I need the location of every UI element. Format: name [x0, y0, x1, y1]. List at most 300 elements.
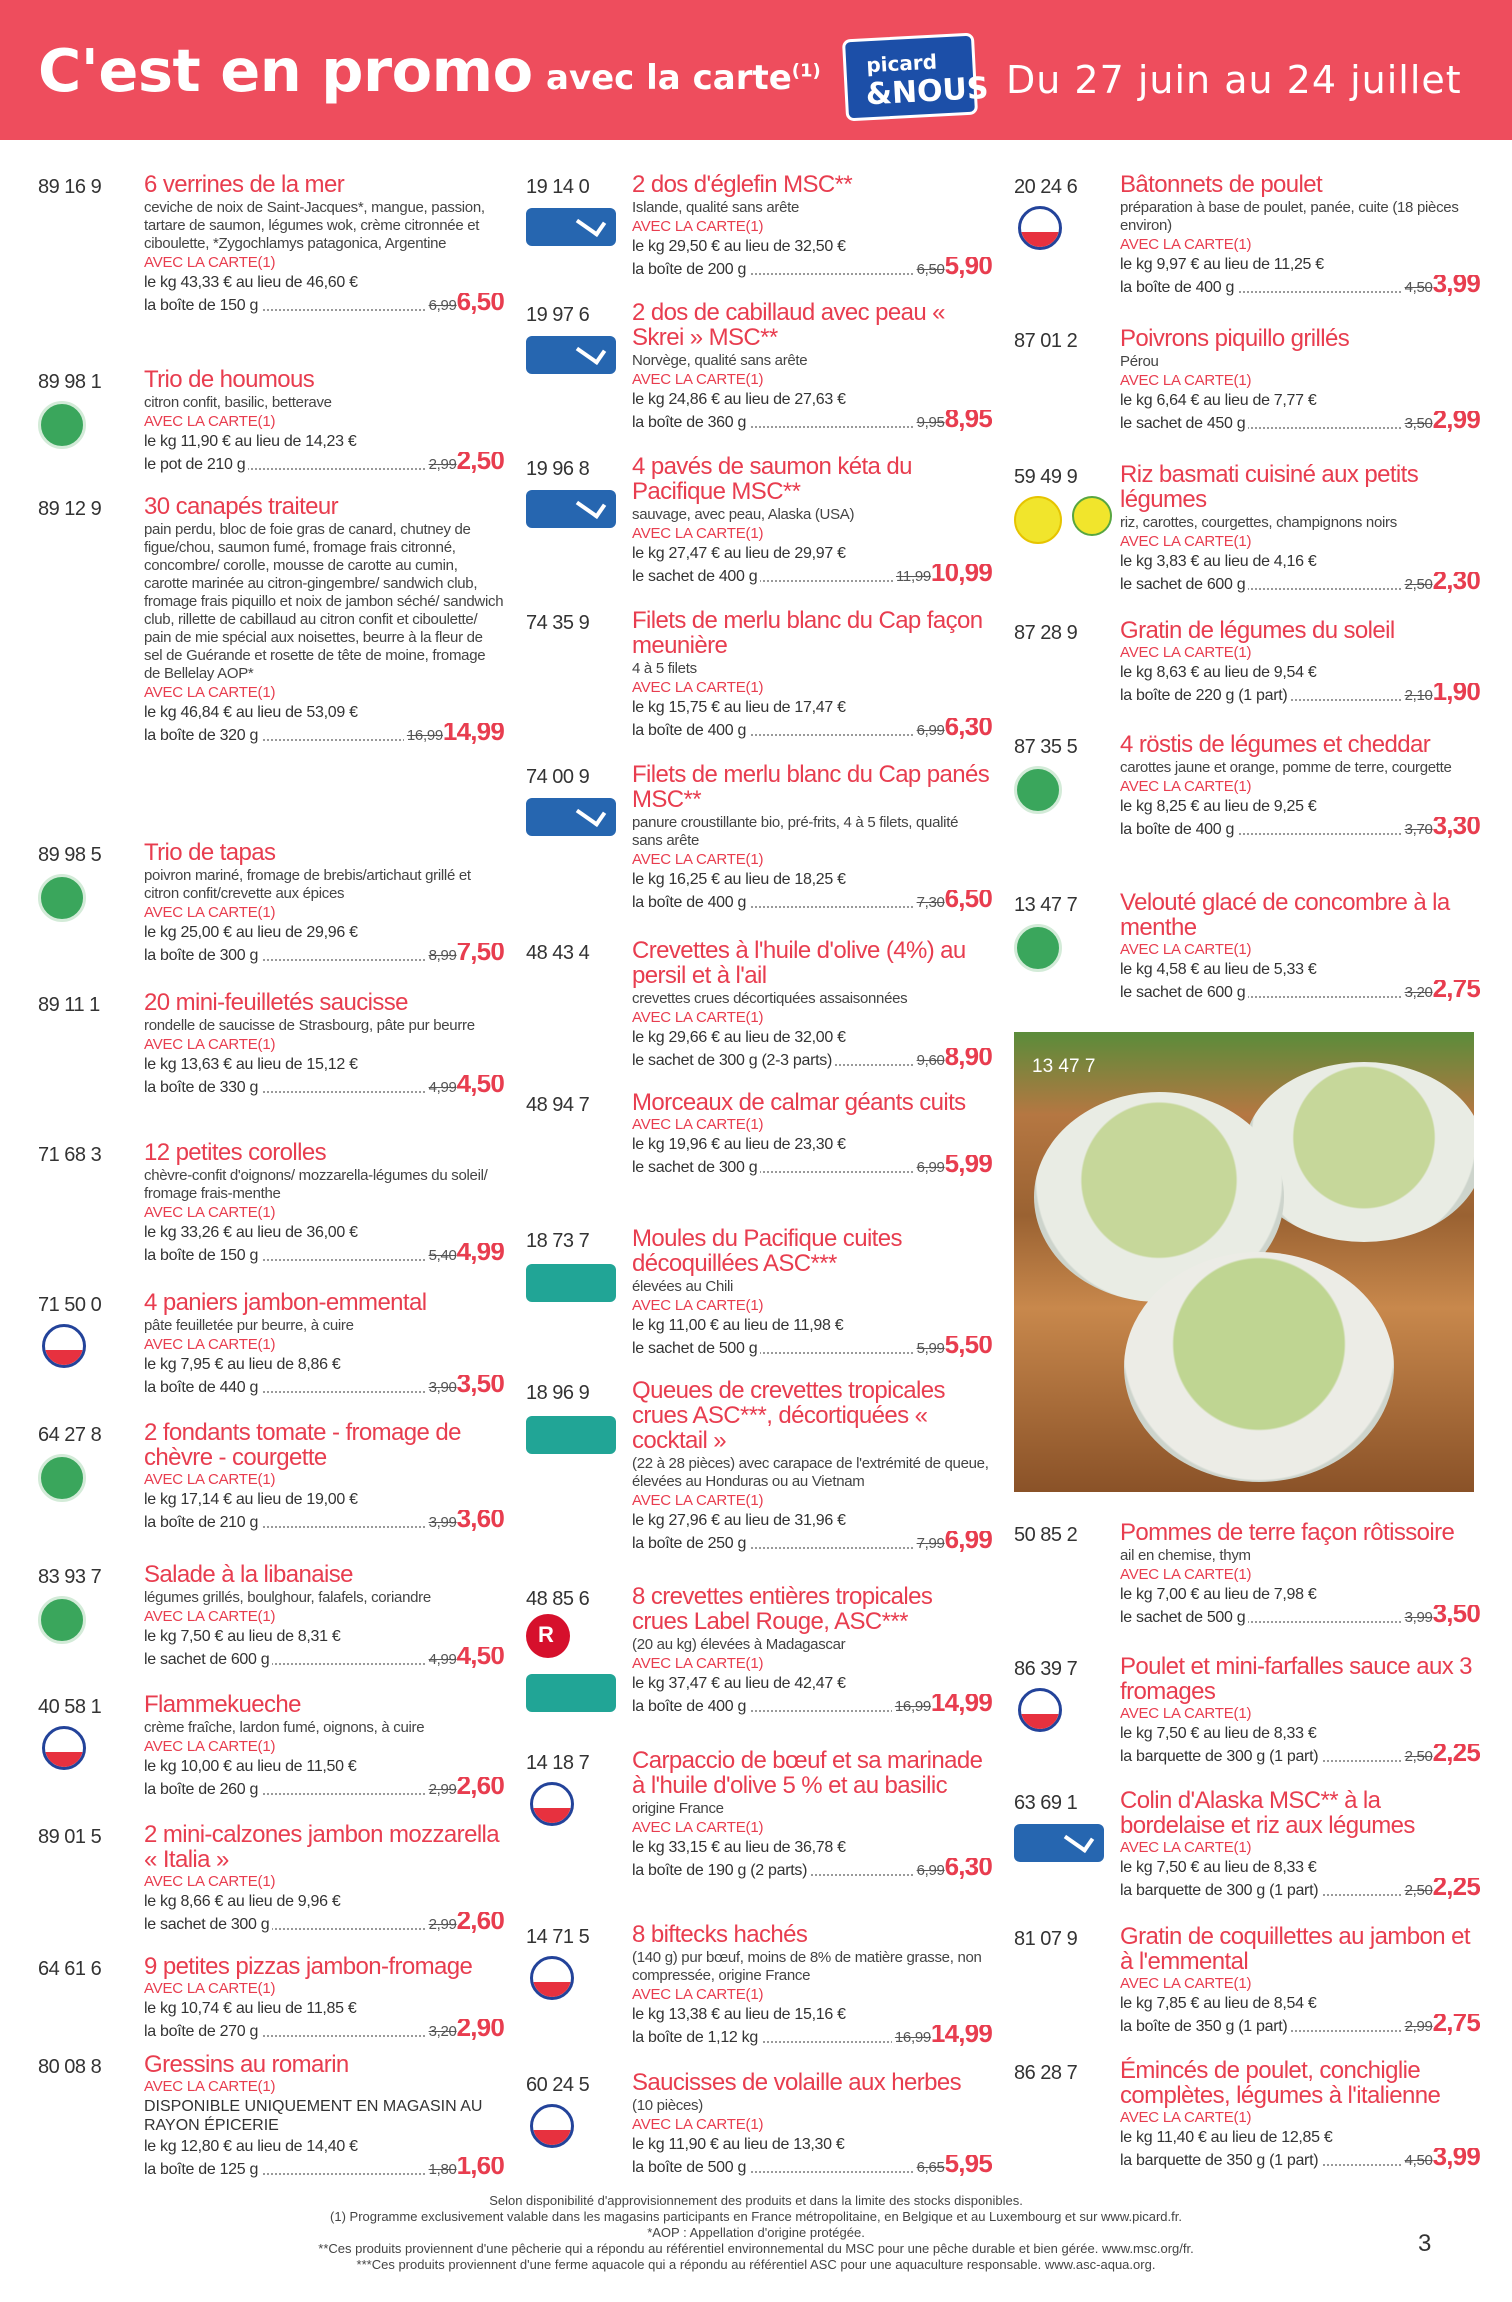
old-price: 9,60	[916, 1052, 945, 1069]
card-offer-label: AVEC LA CARTE(1)	[144, 1980, 276, 1997]
old-price: 9,95	[916, 414, 945, 431]
price-row	[1120, 683, 1480, 707]
price-row	[144, 1647, 504, 1671]
product-code: 87 28 9	[1014, 622, 1078, 644]
product-description: crevettes crues décortiquées assaisonnées	[632, 990, 908, 1007]
promo-price: 5,90	[944, 257, 992, 280]
price-per-kg: le kg 10,74 € au lieu de 11,85 €	[144, 2000, 357, 2017]
msc-label-icon	[526, 490, 616, 528]
footer-line: ***Ces produits proviennent d'une ferme aquacole qui a répondu au référentiel ASC pour une aquaculture responsable. www.asc-aqua.org.	[356, 2257, 1156, 2272]
product-details	[144, 840, 504, 967]
product-details	[144, 1140, 504, 1267]
promo-price: 6,30	[944, 718, 992, 741]
price-block	[1402, 2148, 1480, 2172]
promo-price: 2,75	[1432, 2014, 1480, 2037]
product-name: Carpaccio de bœuf et sa marinade à l'huile d'olive 5 % et au basilic	[632, 1747, 983, 1799]
promo-price: 3,60	[456, 1510, 504, 1533]
asc-label-icon	[526, 1264, 616, 1302]
card-offer-label: AVEC LA CARTE(1)	[632, 851, 764, 868]
price-block	[914, 1531, 992, 1555]
promo-price: 3,99	[1432, 2148, 1480, 2171]
product-description: légumes grillés, boulghour, falafels, coriandre	[144, 1589, 431, 1606]
old-price: 3,99	[1404, 1609, 1433, 1626]
product-details	[632, 1378, 992, 1555]
promo-price: 7,50	[456, 943, 504, 966]
product-details	[1120, 326, 1480, 435]
card-offer-label: AVEC LA CARTE(1)	[632, 1655, 764, 1672]
product-details	[632, 172, 992, 281]
pack-size: la boîte de 150 g	[144, 297, 261, 315]
product-name: Crevettes à l'huile d'olive (4%) au persil et à l'ail	[632, 937, 966, 989]
card-offer-label: AVEC LA CARTE(1)	[632, 1297, 764, 1314]
price-row	[144, 943, 504, 967]
product-code: 71 50 0	[38, 1294, 102, 1316]
pack-size: la barquette de 300 g (1 part)	[1120, 1882, 1321, 1900]
asc-label-icon	[526, 1674, 616, 1712]
price-block	[426, 1375, 504, 1399]
old-price: 6,99	[916, 722, 945, 739]
product-code: 89 98 5	[38, 844, 102, 866]
photo-product-code: 13 47 7	[1032, 1056, 1096, 1077]
product-description: citron confit, basilic, betterave	[144, 394, 332, 411]
old-price: 2,10	[1404, 687, 1433, 704]
footer-line: *AOP : Appellation d'origine protégée.	[647, 2225, 865, 2240]
price-per-kg: le kg 3,83 € au lieu de 4,16 €	[1120, 553, 1317, 570]
old-price: 3,70	[1404, 821, 1433, 838]
product-details	[1120, 1924, 1480, 2038]
product-description: sauvage, avec peau, Alaska (USA)	[632, 506, 855, 523]
old-price: 6,99	[916, 1862, 945, 1879]
price-per-kg: le kg 11,90 € au lieu de 13,30 €	[632, 2136, 845, 2153]
old-price: 2,99	[1404, 2018, 1433, 2035]
pack-size: la boîte de 150 g	[144, 1247, 261, 1265]
price-per-kg: le kg 8,66 € au lieu de 9,96 €	[144, 1893, 341, 1910]
price-per-kg: le kg 7,50 € au lieu de 8,31 €	[144, 1628, 341, 1645]
price-per-kg: le kg 37,47 € au lieu de 42,47 €	[632, 1675, 846, 1692]
price-row	[1120, 411, 1480, 435]
price-block	[1402, 683, 1480, 707]
card-offer-label: AVEC LA CARTE(1)	[1120, 644, 1252, 661]
product-details	[1120, 618, 1480, 707]
product-description: préparation à base de poulet, panée, cuite (18 pièces environ)	[1120, 199, 1459, 234]
pack-size: la boîte de 200 g	[632, 261, 749, 279]
product-details	[632, 1226, 992, 1360]
msc-label-icon	[526, 798, 616, 836]
price-row	[1120, 980, 1480, 1004]
price-block	[914, 1858, 992, 1882]
price-per-kg: le kg 43,33 € au lieu de 46,60 €	[144, 274, 358, 291]
price-row	[1120, 1744, 1480, 1768]
product-code: 89 11 1	[38, 994, 100, 1016]
product-description: Norvège, qualité sans arête	[632, 352, 808, 369]
product-details	[632, 1090, 992, 1179]
product-name: Filets de merlu blanc du Cap façon meunière	[632, 607, 983, 659]
price-row	[632, 1694, 992, 1718]
product-details	[632, 454, 992, 588]
product-name: 4 röstis de légumes et cheddar	[1120, 731, 1431, 758]
msc-label-icon	[1014, 1824, 1104, 1862]
product-name: Flammekueche	[144, 1691, 301, 1718]
price-block	[1402, 1744, 1480, 1768]
price-row	[1120, 572, 1480, 596]
vegetarian-icon	[1014, 766, 1062, 814]
price-per-kg: le kg 11,00 € au lieu de 11,98 €	[632, 1317, 844, 1334]
product-name: Trio de tapas	[144, 839, 276, 866]
product-details	[144, 2052, 504, 2181]
veloute-photo	[1014, 1032, 1474, 1492]
price-per-kg: le kg 7,95 € au lieu de 8,86 €	[144, 1356, 341, 1373]
pack-size: la boîte de 400 g	[632, 894, 749, 912]
price-row	[1120, 817, 1480, 841]
product-name: Émincés de poulet, conchiglie complètes, légumes à l'italienne	[1120, 2057, 1441, 2109]
product-code: 18 96 9	[526, 1382, 590, 1404]
promo-price: 3,30	[1432, 817, 1480, 840]
card-offer-label: AVEC LA CARTE(1)	[632, 218, 764, 235]
card-offer-label: AVEC LA CARTE(1)	[1120, 1566, 1252, 1583]
old-price: 3,50	[1404, 415, 1433, 432]
header-subtitle-note: (1)	[791, 60, 821, 82]
price-block	[426, 1510, 504, 1534]
price-block	[1402, 817, 1480, 841]
product-details	[1120, 462, 1480, 596]
product-code: 64 27 8	[38, 1424, 102, 1446]
pack-size: la boîte de 400 g	[1120, 821, 1237, 839]
card-offer-label: AVEC LA CARTE(1)	[144, 904, 276, 921]
product-name: Colin d'Alaska MSC** à la bordelaise et riz aux légumes	[1120, 1787, 1415, 1839]
origine-france-icon	[530, 2104, 574, 2148]
price-row	[1120, 1878, 1480, 1902]
price-row	[632, 564, 992, 588]
price-per-kg: le kg 10,00 € au lieu de 11,50 €	[144, 1758, 357, 1775]
price-per-kg: le kg 29,50 € au lieu de 32,50 €	[632, 238, 846, 255]
price-block	[426, 293, 504, 317]
product-details	[1120, 732, 1480, 841]
card-offer-label: AVEC LA CARTE(1)	[144, 1204, 276, 1221]
price-block	[914, 257, 992, 281]
label-rouge-icon	[526, 1614, 570, 1658]
price-row	[1120, 1605, 1480, 1629]
product-code: 63 69 1	[1014, 1792, 1078, 1814]
price-per-kg: le kg 25,00 € au lieu de 29,96 €	[144, 924, 358, 941]
product-name: 6 verrines de la mer	[144, 171, 345, 198]
old-price: 16,99	[894, 2029, 931, 2046]
old-price: 2,50	[1404, 1748, 1433, 1765]
old-price: 5,40	[428, 1247, 457, 1264]
promo-price: 8,90	[944, 1048, 992, 1071]
vegetarian-icon	[1014, 924, 1062, 972]
origine-france-icon	[530, 1782, 574, 1826]
product-code: 74 00 9	[526, 766, 590, 788]
promo-price: 14,99	[442, 723, 504, 746]
pack-size: la barquette de 350 g (1 part)	[1120, 2152, 1321, 2170]
price-block	[404, 723, 504, 747]
pack-size: la boîte de 330 g	[144, 1079, 261, 1097]
soup-bowl-front	[1124, 1252, 1394, 1482]
price-per-kg: le kg 29,66 € au lieu de 32,00 €	[632, 1029, 846, 1046]
price-block	[1402, 275, 1480, 299]
product-code: 14 71 5	[526, 1926, 590, 1948]
header-title: C'est en promo	[38, 36, 533, 105]
product-details	[144, 367, 504, 476]
product-code: 19 14 0	[526, 176, 590, 198]
pack-size: la boîte de 250 g	[632, 1535, 749, 1553]
price-per-kg: le kg 13,63 € au lieu de 15,12 €	[144, 1056, 358, 1073]
vegan-icon	[1072, 496, 1112, 536]
price-block	[426, 1777, 504, 1801]
card-offer-label: AVEC LA CARTE(1)	[144, 2078, 276, 2095]
product-description: ceviche de noix de Saint-Jacques*, mangue, passion, tartare de saumon, légumes wok, crème citronnée et ciboulette, *Zygochlamys patagonica, Argentine	[144, 199, 485, 252]
asc-label-icon	[526, 1416, 616, 1454]
pack-size: la boîte de 210 g	[144, 1514, 261, 1532]
pack-size: la boîte de 400 g	[1120, 279, 1237, 297]
card-offer-label: AVEC LA CARTE(1)	[1120, 236, 1252, 253]
pack-size: la boîte de 125 g	[144, 2161, 261, 2179]
product-details	[632, 300, 992, 434]
price-block	[914, 718, 992, 742]
price-row	[632, 890, 992, 914]
price-row	[144, 452, 504, 476]
pack-size: le sachet de 500 g	[1120, 1609, 1248, 1627]
product-details	[1120, 2058, 1480, 2172]
price-row	[1120, 2014, 1480, 2038]
product-details	[632, 2070, 992, 2179]
price-block	[1402, 2014, 1480, 2038]
product-code: 71 68 3	[38, 1144, 102, 1166]
product-code: 48 85 6	[526, 1588, 590, 1610]
product-name: 30 canapés traiteur	[144, 493, 339, 520]
price-block	[426, 2019, 504, 2043]
origine-france-icon	[1018, 1688, 1062, 1732]
price-row	[144, 1075, 504, 1099]
product-name: 9 petites pizzas jambon-fromage	[144, 1953, 473, 1980]
price-block	[1402, 572, 1480, 596]
price-per-kg: le kg 19,96 € au lieu de 23,30 €	[632, 1136, 846, 1153]
old-price: 6,99	[428, 297, 457, 314]
msc-label-icon	[526, 336, 616, 374]
price-row	[632, 2025, 992, 2049]
promo-price: 2,25	[1432, 1744, 1480, 1767]
product-code: 74 35 9	[526, 612, 590, 634]
price-per-kg: le kg 33,15 € au lieu de 36,78 €	[632, 1839, 846, 1856]
pack-size: la boîte de 300 g	[144, 947, 261, 965]
promo-price: 5,95	[944, 2155, 992, 2178]
old-price: 3,90	[428, 1379, 457, 1396]
card-offer-label: AVEC LA CARTE(1)	[144, 413, 276, 430]
promo-price: 14,99	[930, 2025, 992, 2048]
card-offer-label: AVEC LA CARTE(1)	[144, 254, 276, 271]
product-name: Saucisses de volaille aux herbes	[632, 2069, 961, 2096]
promo-price: 6,30	[944, 1858, 992, 1881]
promo-price: 2,75	[1432, 980, 1480, 1003]
pack-size: le sachet de 600 g	[1120, 576, 1248, 594]
pack-size: le sachet de 400 g	[632, 568, 760, 586]
price-block	[914, 1155, 992, 1179]
product-description: chèvre-confit d'oignons/ mozzarella-légumes du soleil/ fromage frais-menthe	[144, 1167, 488, 1202]
product-code: 81 07 9	[1014, 1928, 1078, 1950]
product-code: 18 73 7	[526, 1230, 590, 1252]
product-description: carottes jaune et orange, pomme de terre, courgette	[1120, 759, 1452, 776]
product-details	[144, 990, 504, 1099]
product-description: Pérou	[1120, 353, 1159, 370]
price-per-kg: le kg 13,38 € au lieu de 15,16 €	[632, 2006, 846, 2023]
price-block	[426, 943, 504, 967]
product-code: 86 39 7	[1014, 1658, 1078, 1680]
origine-france-icon	[42, 1726, 86, 1770]
price-row	[144, 2019, 504, 2043]
promo-price: 8,95	[944, 410, 992, 433]
product-code: 14 18 7	[526, 1752, 590, 1774]
promo-price: 1,60	[456, 2157, 504, 2180]
card-offer-label: AVEC LA CARTE(1)	[144, 1738, 276, 1755]
old-price: 6,99	[916, 1159, 945, 1176]
old-price: 2,99	[428, 1916, 457, 1933]
card-offer-label: AVEC LA CARTE(1)	[144, 1336, 276, 1353]
price-block	[426, 1243, 504, 1267]
promo-price: 5,50	[944, 1336, 992, 1359]
product-details	[144, 1954, 504, 2043]
pack-size: la boîte de 270 g	[144, 2023, 261, 2041]
page-number: 3	[1418, 2230, 1432, 2257]
product-details	[144, 494, 504, 747]
product-details	[1120, 890, 1480, 1004]
promo-price: 3,50	[1432, 1605, 1480, 1628]
product-code: 87 35 5	[1014, 736, 1078, 758]
footer-notes	[0, 2193, 1512, 2273]
product-code: 40 58 1	[38, 1696, 102, 1718]
card-offer-label: AVEC LA CARTE(1)	[632, 1492, 764, 1509]
promo-price: 3,50	[456, 1375, 504, 1398]
price-per-kg: le kg 9,97 € au lieu de 11,25 €	[1120, 256, 1324, 273]
old-price: 5,99	[916, 1340, 945, 1357]
product-name: 2 mini-calzones jambon mozzarella « Italia »	[144, 1821, 500, 1873]
pack-size: le sachet de 600 g	[1120, 984, 1248, 1002]
old-price: 6,65	[916, 2159, 945, 2176]
pack-size: le sachet de 300 g (2-3 parts)	[632, 1052, 835, 1070]
product-description: (22 à 28 pièces) avec carapace de l'extrémité de queue, élevées au Honduras ou au Vietnam	[632, 1455, 989, 1490]
product-details	[632, 762, 992, 914]
product-name: Gratin de légumes du soleil	[1120, 617, 1395, 644]
vegetarian-icon	[38, 401, 86, 449]
pack-size: la boîte de 440 g	[144, 1379, 261, 1397]
pack-size: la boîte de 350 g (1 part)	[1120, 2018, 1290, 2036]
product-name: Riz basmati cuisiné aux petits légumes	[1120, 461, 1419, 513]
card-offer-label: AVEC LA CARTE(1)	[144, 1036, 276, 1053]
price-block	[426, 1912, 504, 1936]
vegetal-icon	[1014, 496, 1062, 544]
promo-price: 2,60	[456, 1912, 504, 1935]
promo-price: 2,90	[456, 2019, 504, 2042]
product-details	[632, 938, 992, 1072]
pack-size: le sachet de 300 g	[632, 1159, 760, 1177]
price-row	[144, 1375, 504, 1399]
product-details	[144, 1420, 504, 1534]
promo-price: 2,60	[456, 1777, 504, 1800]
product-code: 86 28 7	[1014, 2062, 1078, 2084]
product-code: 48 43 4	[526, 942, 590, 964]
old-price: 4,99	[428, 1079, 457, 1096]
promo-price: 2,25	[1432, 1878, 1480, 1901]
price-row	[144, 723, 504, 747]
footer-line: Selon disponibilité d'approvisionnement des produits et dans la limite des stocks disponibles.	[489, 2193, 1023, 2208]
card-offer-label: AVEC LA CARTE(1)	[632, 1009, 764, 1026]
promo-dates: Du 27 juin au 24 juillet	[1006, 58, 1462, 102]
price-block	[914, 2155, 992, 2179]
card-offer-label: AVEC LA CARTE(1)	[632, 1819, 764, 1836]
pack-size: la boîte de 360 g	[632, 414, 749, 432]
old-price: 3,99	[428, 1514, 457, 1531]
product-name: 20 mini-feuilletés saucisse	[144, 989, 408, 1016]
old-price: 4,50	[1404, 2152, 1433, 2169]
product-code: 89 16 9	[38, 176, 102, 198]
old-price: 7,99	[916, 1535, 945, 1552]
product-description: Islande, qualité sans arête	[632, 199, 800, 216]
price-row	[632, 410, 992, 434]
product-code: 89 01 5	[38, 1826, 102, 1848]
pack-size: la boîte de 400 g	[632, 1698, 749, 1716]
pack-size: la boîte de 260 g	[144, 1781, 261, 1799]
promo-price: 4,99	[456, 1243, 504, 1266]
old-price: 2,50	[1404, 1882, 1433, 1899]
price-row	[632, 1531, 992, 1555]
product-name: 2 dos de cabillaud avec peau « Skrei » MSC**	[632, 299, 945, 351]
pack-size: le sachet de 450 g	[1120, 415, 1248, 433]
price-per-kg: le kg 15,75 € au lieu de 17,47 €	[632, 699, 846, 716]
product-name: 2 fondants tomate - fromage de chèvre - courgette	[144, 1419, 461, 1471]
price-row	[144, 2157, 504, 2181]
product-name: Gressins au romarin	[144, 2051, 349, 2078]
product-name: Bâtonnets de poulet	[1120, 171, 1323, 198]
card-offer-label: AVEC LA CARTE(1)	[144, 684, 276, 701]
price-row	[144, 1510, 504, 1534]
product-name: Salade à la libanaise	[144, 1561, 353, 1588]
old-price: 2,99	[428, 1781, 457, 1798]
promo-price: 6,50	[456, 293, 504, 316]
product-description: ail en chemise, thym	[1120, 1547, 1251, 1564]
price-row	[144, 1777, 504, 1801]
card-offer-label: AVEC LA CARTE(1)	[632, 1116, 764, 1133]
product-description: panure croustillante bio, pré-frits, 4 à 5 filets, qualité sans arête	[632, 814, 959, 849]
price-per-kg: le kg 8,25 € au lieu de 9,25 €	[1120, 798, 1317, 815]
promo-price: 4,50	[456, 1647, 504, 1670]
product-name: 2 dos d'églefin MSC**	[632, 171, 853, 198]
logo-bottom-text: &NOUS	[864, 70, 990, 113]
product-details	[144, 1290, 504, 1399]
price-block	[426, 2157, 504, 2181]
product-description: origine France	[632, 1800, 724, 1817]
product-name: Pommes de terre façon rôtissoire	[1120, 1519, 1455, 1546]
product-code: 89 12 9	[38, 498, 102, 520]
product-details	[144, 1822, 504, 1936]
card-offer-label: AVEC LA CARTE(1)	[632, 525, 764, 542]
store-only-note: DISPONIBLE UNIQUEMENT EN MAGASIN AU RAYON ÉPICERIE	[144, 2098, 483, 2134]
product-code: 19 97 6	[526, 304, 590, 326]
product-details	[632, 1748, 992, 1882]
card-offer-label: AVEC LA CARTE(1)	[1120, 778, 1252, 795]
price-per-kg: le kg 27,47 € au lieu de 29,97 €	[632, 545, 846, 562]
price-per-kg: le kg 17,14 € au lieu de 19,00 €	[144, 1491, 358, 1508]
card-offer-label: AVEC LA CARTE(1)	[632, 2116, 764, 2133]
product-name: 8 biftecks hachés	[632, 1921, 808, 1948]
product-details	[632, 1922, 992, 2049]
pack-size: la boîte de 320 g	[144, 727, 261, 745]
price-per-kg: le kg 24,86 € au lieu de 27,63 €	[632, 391, 846, 408]
promo-price: 2,99	[1432, 411, 1480, 434]
price-block	[426, 452, 504, 476]
price-block	[914, 1336, 992, 1360]
old-price: 6,50	[916, 261, 945, 278]
price-block	[1402, 411, 1480, 435]
card-offer-label: AVEC LA CARTE(1)	[632, 371, 764, 388]
